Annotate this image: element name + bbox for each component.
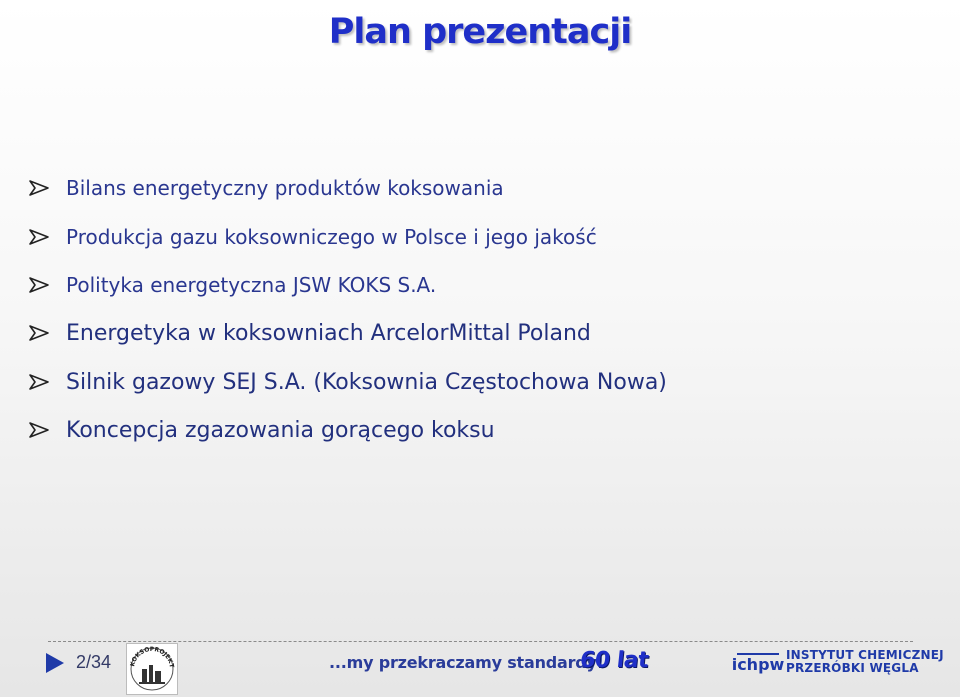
page-number: 2/34 [76,652,112,672]
institute-name-line2: PRZERÓBKI WĘGLA [786,661,919,675]
play-arrow-icon[interactable] [44,652,66,678]
tagline: ...my przekraczamy standardy! [329,653,604,672]
arrow-bullet-icon [28,179,50,197]
svg-text:ichpw: ichpw [731,655,785,674]
agenda-item [28,418,495,442]
arrow-bullet-icon [28,373,50,391]
agenda-item [28,273,436,297]
agenda-item-label: Koncepcja zgazowania gorącego koksu [66,417,495,443]
agenda-item-label: Silnik gazowy SEJ S.A. (Koksownia Częstochowa Nowa) [66,369,667,395]
ichpw-logo-icon [731,648,785,674]
institute-name [786,649,944,675]
institute-name-line1: INSTYTUT CHEMICZNEJ [786,648,944,662]
agenda-item-label: Produkcja gazu koksowniczego w Polsce i jego jakość [66,225,597,249]
agenda-item [28,370,667,394]
arrow-bullet-icon [28,324,50,342]
arrow-bullet-icon [28,228,50,246]
anniversary-badge: 60 lat [578,648,650,673]
arrow-bullet-icon [28,421,50,439]
arrow-bullet-icon [28,276,50,294]
slide-title: Plan prezentacji [328,12,632,52]
agenda-item [28,176,504,200]
agenda-item-label: Energetyka w koksowniach ArcelorMittal Poland [66,320,591,346]
agenda-item [28,225,597,249]
agenda-item [28,321,591,345]
footer-divider [48,641,913,642]
agenda-item-label: Polityka energetyczna JSW KOKS S.A. [66,273,437,297]
svg-text:KOKSOPROJEKT: KOKSOPROJEKT [129,645,176,669]
agenda-item-label: Bilans energetyczny produktów koksowania [66,176,504,200]
koksoprojekt-logo [126,643,178,695]
